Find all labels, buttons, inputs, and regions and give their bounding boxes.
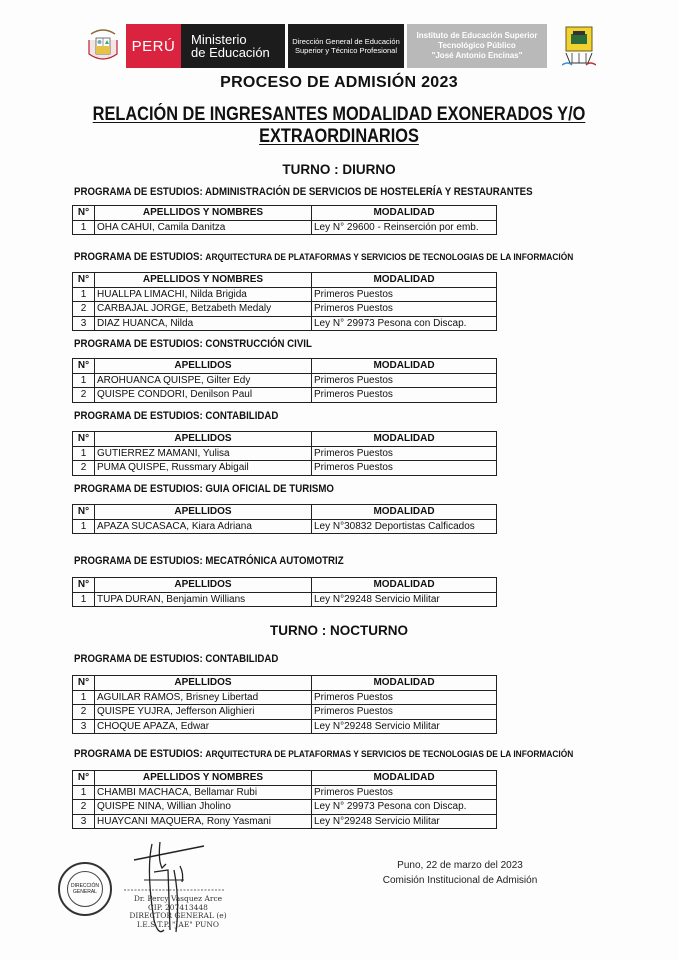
signer-name: Dr. Percy Vasquez Arce xyxy=(133,894,223,903)
table-header-row xyxy=(73,206,497,221)
row-name: QUISPE YUJRA, Jefferson Alighieri xyxy=(95,705,312,720)
peru-coat-of-arms-icon xyxy=(84,24,122,68)
program-prefix: PROGRAMA DE ESTUDIOS: xyxy=(74,555,203,567)
table-row xyxy=(73,302,497,317)
peru-label: PERÚ xyxy=(126,24,181,68)
instituto-line1: Instituto de Educación Superior xyxy=(416,31,538,40)
ministerio-label xyxy=(181,24,285,68)
row-modalidad: Primeros Puestos xyxy=(312,446,497,461)
row-number: 1 xyxy=(73,690,95,705)
table-row xyxy=(73,220,497,235)
admitted-table xyxy=(72,358,497,403)
program-prefix: PROGRAMA DE ESTUDIOS: xyxy=(74,410,203,422)
table-row xyxy=(73,373,497,388)
row-number: 1 xyxy=(73,446,95,461)
ministerio-line1: Ministerio xyxy=(191,32,247,47)
table-row xyxy=(73,592,497,607)
program-prefix: PROGRAMA DE ESTUDIOS: xyxy=(74,338,203,350)
row-number: 1 xyxy=(73,287,95,302)
footer-date-block xyxy=(360,858,560,888)
table-row xyxy=(73,719,497,734)
program-name: CONTABILIDAD xyxy=(205,653,279,665)
row-name: APAZA SUCASACA, Kiara Adriana xyxy=(95,519,312,534)
row-name: CARBAJAL JORGE, Betzabeth Medaly xyxy=(95,302,312,317)
row-number: 2 xyxy=(73,388,95,403)
row-number: 1 xyxy=(73,785,95,800)
col-modalidad: MODALIDAD xyxy=(312,676,497,691)
row-number: 3 xyxy=(73,316,95,331)
col-modalidad: MODALIDAD xyxy=(312,505,497,520)
turno-nocturno-heading: TURNO : NOCTURNO xyxy=(270,623,408,638)
row-modalidad: Primeros Puestos xyxy=(312,287,497,302)
col-number: N° xyxy=(73,676,95,691)
row-modalidad: Primeros Puestos xyxy=(312,705,497,720)
row-name: QUISPE NINA, Willian Jholino xyxy=(95,800,312,815)
table-row xyxy=(73,800,497,815)
program-heading xyxy=(74,748,573,760)
program-prefix: PROGRAMA DE ESTUDIOS: xyxy=(74,186,203,198)
program-prefix: PROGRAMA DE ESTUDIOS: xyxy=(74,748,203,760)
table-row xyxy=(73,519,497,534)
row-name: TUPA DURAN, Benjamin Willians xyxy=(95,592,312,607)
row-name: PUMA QUISPE, Russmary Abigail xyxy=(95,461,312,476)
row-modalidad: Ley N° 29973 Pesona con Discap. xyxy=(312,316,497,331)
seal-text: DIRECCIÓN GENERAL xyxy=(67,871,103,907)
row-modalidad: Primeros Puestos xyxy=(312,302,497,317)
admitted-table xyxy=(72,770,497,829)
col-modalidad: MODALIDAD xyxy=(312,771,497,786)
program-prefix: PROGRAMA DE ESTUDIOS: xyxy=(74,483,203,495)
col-names: APELLIDOS xyxy=(95,676,312,691)
col-modalidad: MODALIDAD xyxy=(312,273,497,288)
row-number: 3 xyxy=(73,814,95,829)
program-name: MECATRÓNICA AUTOMOTRIZ xyxy=(205,555,344,567)
row-name: AGUILAR RAMOS, Brisney Libertad xyxy=(95,690,312,705)
admitted-table xyxy=(72,431,497,476)
row-name: QUISPE CONDORI, Denilson Paul xyxy=(95,388,312,403)
table-row xyxy=(73,705,497,720)
signer-id: CIP. 207413448 xyxy=(148,902,208,912)
col-names: APELLIDOS xyxy=(95,359,312,374)
admitted-table xyxy=(72,504,497,534)
row-modalidad: Ley N° 29600 - Reinserción por emb. xyxy=(312,220,497,235)
table-row xyxy=(73,461,497,476)
program-heading xyxy=(74,555,344,567)
program-heading xyxy=(74,410,278,422)
program-heading xyxy=(74,653,278,665)
row-modalidad: Primeros Puestos xyxy=(312,785,497,800)
document-title: PROCESO DE ADMISIÓN 2023 xyxy=(220,74,458,91)
program-prefix: PROGRAMA DE ESTUDIOS: xyxy=(74,251,203,263)
admitted-table xyxy=(72,675,497,734)
row-number: 1 xyxy=(73,373,95,388)
turno-diurno-heading: TURNO : DIURNO xyxy=(282,162,396,177)
row-name: DIAZ HUANCA, Nilda xyxy=(95,316,312,331)
official-seal-icon xyxy=(58,862,112,916)
program-name: ARQUITECTURA DE PLATAFORMAS Y SERVICIOS DE TECNOLOGIAS DE LA INFORMACIÓN xyxy=(205,252,574,263)
col-number: N° xyxy=(73,206,95,221)
col-names: APELLIDOS xyxy=(95,505,312,520)
col-names: APELLIDOS Y NOMBRES xyxy=(95,273,312,288)
program-heading xyxy=(74,186,533,198)
row-modalidad: Primeros Puestos xyxy=(312,373,497,388)
row-modalidad: Ley N° 29973 Pesona con Discap. xyxy=(312,800,497,815)
row-name: AROHUANCA QUISPE, Gilter Edy xyxy=(95,373,312,388)
program-heading xyxy=(74,251,573,263)
signer-block xyxy=(118,895,238,929)
program-name: ARQUITECTURA DE PLATAFORMAS Y SERVICIOS DE TECNOLOGIAS DE LA INFORMACIÓN xyxy=(205,749,574,760)
program-name: ADMINISTRACIÓN DE SERVICIOS DE HOSTELERÍA Y RESTAURANTES xyxy=(205,186,533,198)
signer-role: DIRECTOR GENERAL (e) xyxy=(129,911,227,920)
col-number: N° xyxy=(73,578,95,593)
instituto-line2: Tecnológico Público xyxy=(438,41,516,50)
row-modalidad: Ley N°30832 Deportistas Calficados xyxy=(312,519,497,534)
instituto-label xyxy=(407,24,547,68)
table-header-row xyxy=(73,676,497,691)
row-number: 1 xyxy=(73,220,95,235)
col-names: APELLIDOS Y NOMBRES xyxy=(95,206,312,221)
program-name: CONTABILIDAD xyxy=(205,410,279,422)
row-number: 1 xyxy=(73,592,95,607)
row-name: CHAMBI MACHACA, Bellamar Rubi xyxy=(95,785,312,800)
program-heading xyxy=(74,483,334,495)
admitted-table xyxy=(72,272,497,331)
row-modalidad: Primeros Puestos xyxy=(312,461,497,476)
col-number: N° xyxy=(73,505,95,520)
row-number: 2 xyxy=(73,800,95,815)
row-number: 2 xyxy=(73,302,95,317)
table-header-row xyxy=(73,505,497,520)
row-number: 1 xyxy=(73,519,95,534)
col-number: N° xyxy=(73,273,95,288)
col-number: N° xyxy=(73,359,95,374)
instituto-logo-icon xyxy=(561,24,597,68)
document-subtitle xyxy=(47,104,630,148)
row-number: 2 xyxy=(73,461,95,476)
row-modalidad: Ley N°29248 Servicio Militar xyxy=(312,592,497,607)
table-header-row xyxy=(73,359,497,374)
row-name: CHOQUE APAZA, Edwar xyxy=(95,719,312,734)
table-header-row xyxy=(73,432,497,447)
direccion-label xyxy=(288,24,404,68)
signer-institution: I.E.S.T.P. "JAE" PUNO xyxy=(136,919,220,929)
row-modalidad: Primeros Puestos xyxy=(312,690,497,705)
footer-commission: Comisión Institucional de Admisión xyxy=(382,875,538,886)
table-row xyxy=(73,446,497,461)
subtitle-line1: RELACIÓN DE INGRESANTES MODALIDAD EXONERADOS Y/O xyxy=(92,104,586,125)
program-prefix: PROGRAMA DE ESTUDIOS: xyxy=(74,653,203,665)
table-row xyxy=(73,690,497,705)
subtitle-line2: EXTRAORDINARIOS xyxy=(259,126,419,147)
row-modalidad: Ley N°29248 Servicio Militar xyxy=(312,814,497,829)
admitted-table xyxy=(72,205,497,235)
col-modalidad: MODALIDAD xyxy=(312,359,497,374)
row-modalidad: Ley N°29248 Servicio Militar xyxy=(312,719,497,734)
table-header-row xyxy=(73,273,497,288)
row-modalidad: Primeros Puestos xyxy=(312,388,497,403)
program-heading xyxy=(74,338,312,350)
col-names: APELLIDOS xyxy=(95,432,312,447)
table-row xyxy=(73,388,497,403)
row-name: OHA CAHUI, Camila Danitza xyxy=(95,220,312,235)
row-name: GUTIERREZ MAMANI, Yulisa xyxy=(95,446,312,461)
direccion-line2: Superior y Técnico Profesional xyxy=(295,46,397,55)
table-row xyxy=(73,316,497,331)
table-row xyxy=(73,785,497,800)
table-row xyxy=(73,814,497,829)
row-number: 3 xyxy=(73,719,95,734)
table-header-row xyxy=(73,578,497,593)
admitted-table xyxy=(72,577,497,607)
col-modalidad: MODALIDAD xyxy=(312,578,497,593)
direccion-line1: Dirección General de Educación xyxy=(292,37,400,46)
table-row xyxy=(73,287,497,302)
row-name: HUALLPA LIMACHI, Nilda Brigida xyxy=(95,287,312,302)
header-banner xyxy=(84,24,597,68)
col-modalidad: MODALIDAD xyxy=(312,432,497,447)
program-name: GUIA OFICIAL DE TURISMO xyxy=(205,483,334,495)
program-name: CONSTRUCCIÓN CIVIL xyxy=(205,338,312,350)
col-modalidad: MODALIDAD xyxy=(312,206,497,221)
col-names: APELLIDOS xyxy=(95,578,312,593)
instituto-line3: "José Antonio Encinas" xyxy=(431,51,523,60)
col-number: N° xyxy=(73,771,95,786)
col-number: N° xyxy=(73,432,95,447)
footer-date: Puno, 22 de marzo del 2023 xyxy=(397,860,523,871)
ministerio-line2: de Educación xyxy=(191,45,270,60)
table-header-row xyxy=(73,771,497,786)
row-name: HUAYCANI MAQUERA, Rony Yasmani xyxy=(95,814,312,829)
col-names: APELLIDOS Y NOMBRES xyxy=(95,771,312,786)
row-number: 2 xyxy=(73,705,95,720)
